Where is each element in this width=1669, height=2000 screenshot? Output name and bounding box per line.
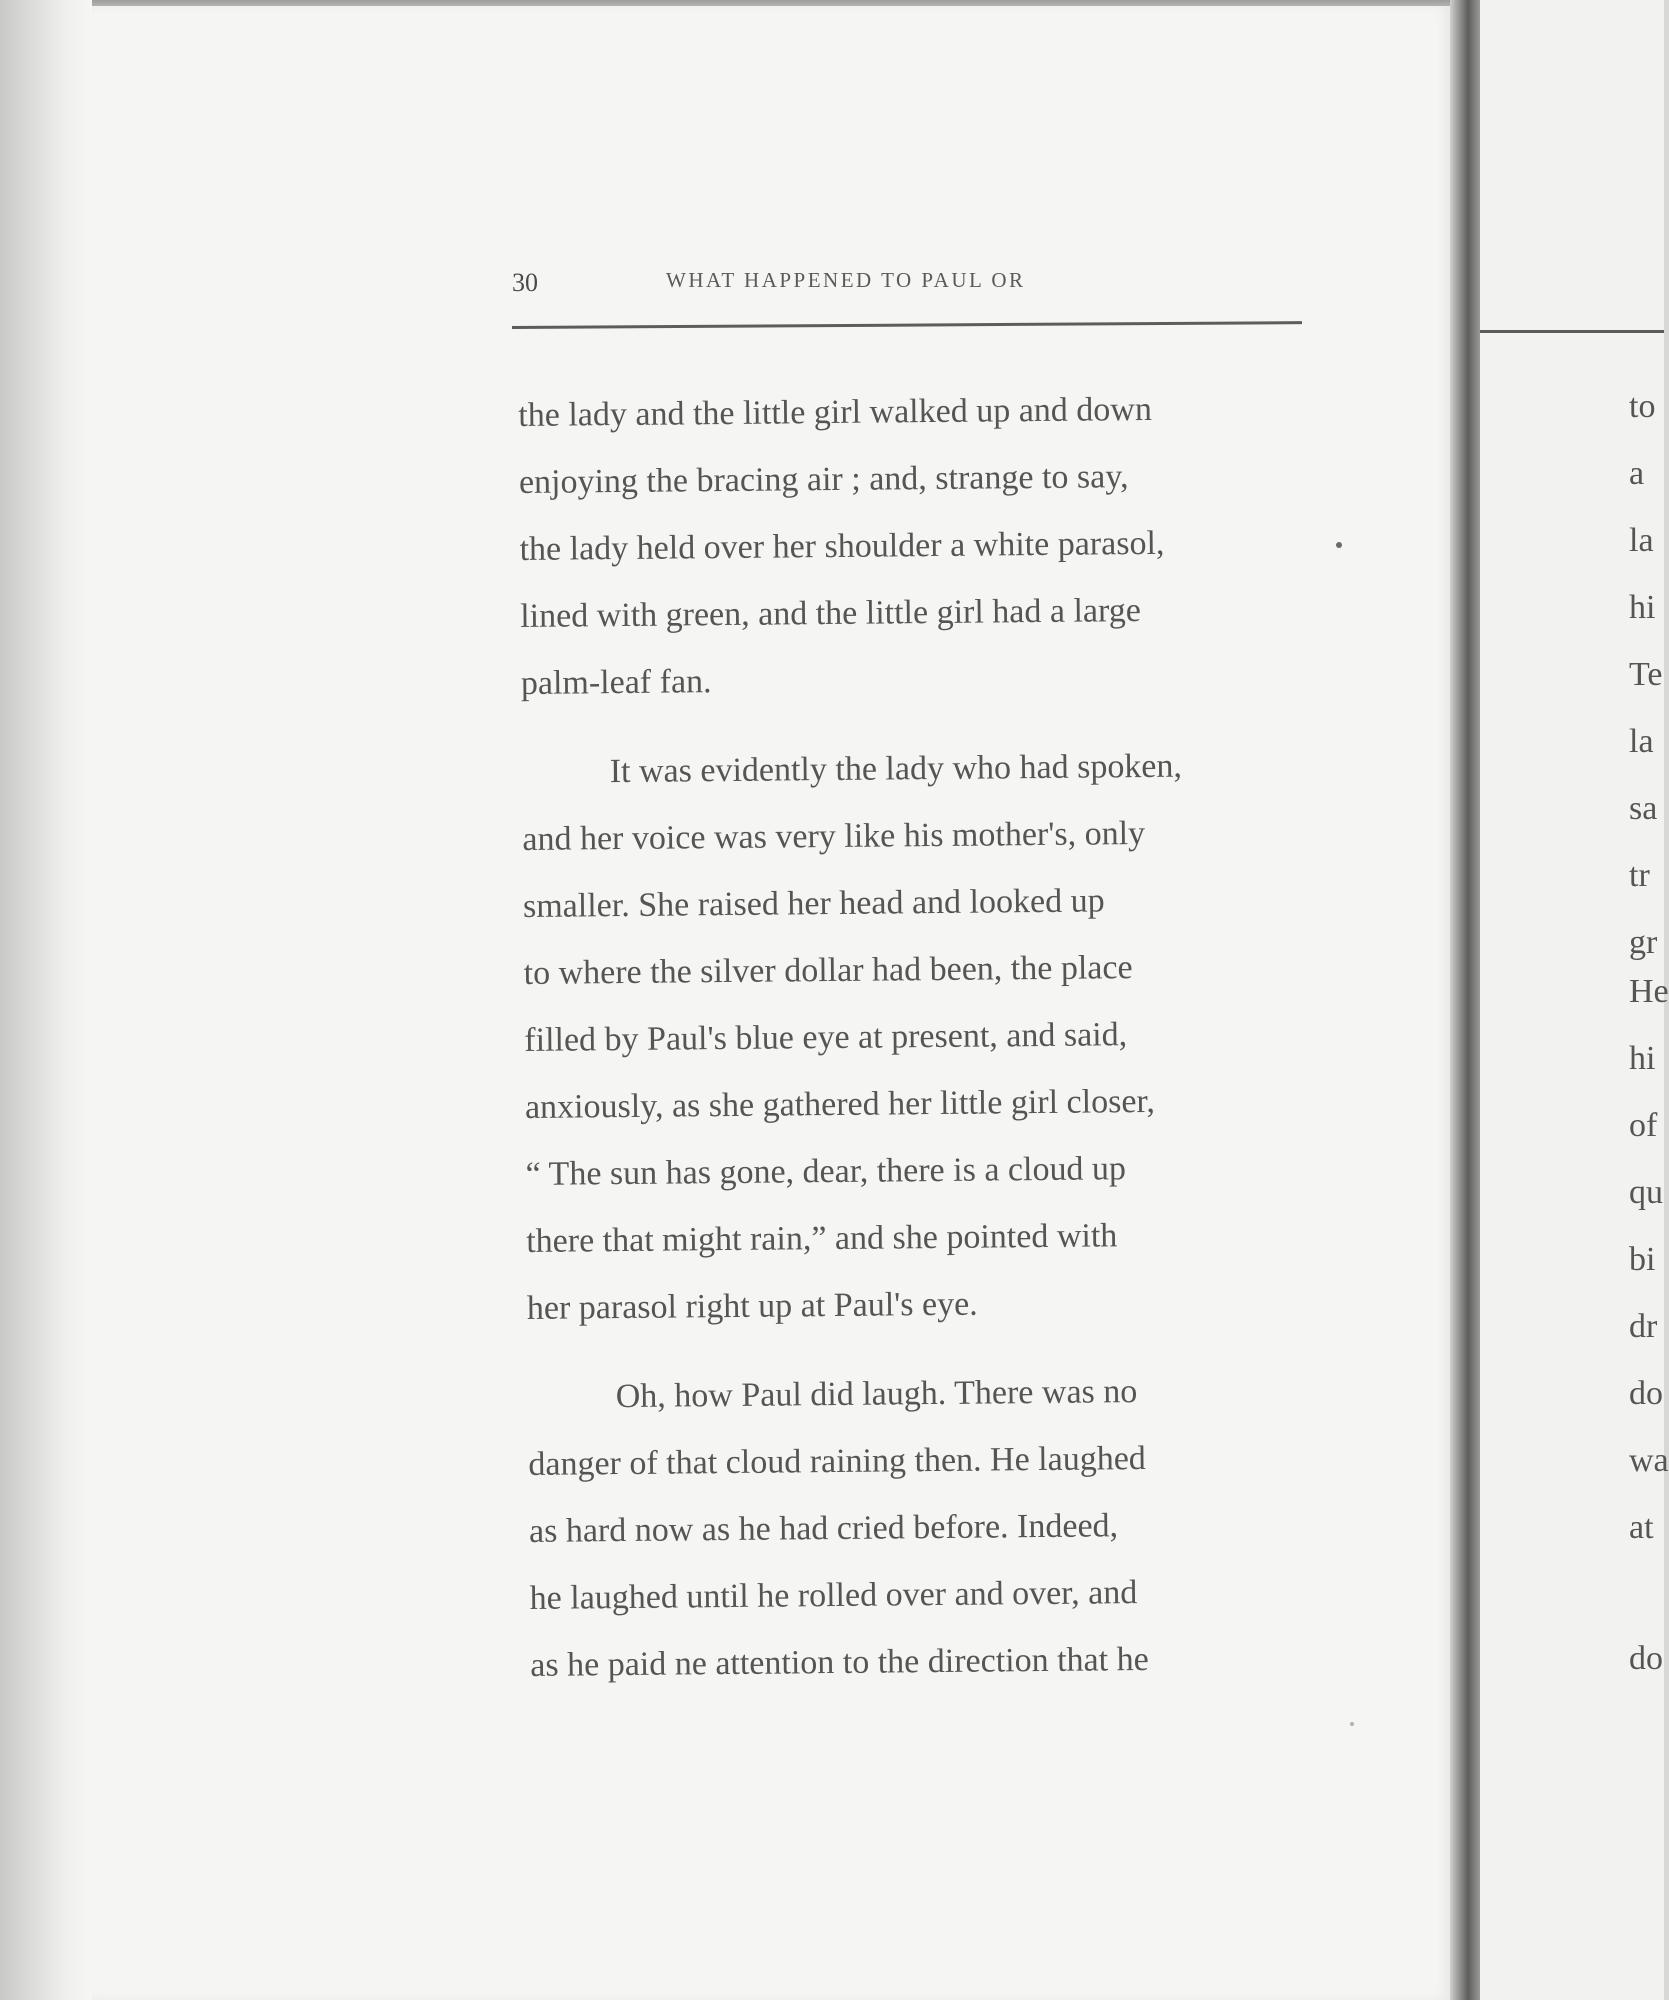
text-line: and her voice was very like his mother's, only (522, 815, 1146, 858)
scan-left-edge (0, 0, 92, 2000)
text-line: “ The sun has gone, dear, there is a cloud up (525, 1150, 1127, 1193)
facing-page-fragment: qu (1629, 1174, 1663, 1211)
facing-page-fragment: sa (1629, 790, 1658, 827)
text-line: danger of that cloud raining then. He laughed (528, 1440, 1147, 1483)
facing-page-fragment: to (1629, 388, 1656, 425)
facing-page-fragment: do (1629, 1640, 1663, 1677)
text-line: the lady and the little girl walked up and down (518, 390, 1153, 434)
text-line: her parasol right up at Paul's eye. (526, 1285, 978, 1327)
running-head: WHAT HAPPENED TO PAUL OR (666, 268, 1026, 292)
facing-page-fragment: dr (1629, 1308, 1658, 1345)
text-line: as he paid ne attention to the direction that he (530, 1641, 1149, 1684)
text-line: It was evidently the lady who had spoken, (609, 747, 1183, 791)
facing-page-fragment: tr (1629, 857, 1650, 894)
body-text (518, 374, 1361, 1699)
facing-page (1480, 0, 1669, 2000)
text-line: he laughed until he rolled over and over, and (529, 1574, 1138, 1617)
facing-page-fragment: at (1629, 1509, 1654, 1546)
facing-page-fragment: do (1629, 1375, 1663, 1412)
ink-speck (1336, 542, 1342, 548)
facing-page-fragment: wa (1629, 1442, 1669, 1479)
facing-page-fragment: bi (1629, 1241, 1656, 1278)
facing-page-fragment: la (1629, 723, 1654, 760)
paragraph (527, 1356, 1360, 1699)
text-line: to where the silver dollar had been, the place (523, 949, 1133, 992)
page-number: 30 (512, 268, 538, 297)
facing-page-fragment: Te (1629, 656, 1663, 693)
text-line: anxiously, as she gathered her little girl closer, (524, 1082, 1156, 1126)
page-header (512, 262, 1332, 302)
text-line: lined with green, and the little girl had a large (520, 592, 1142, 635)
facing-page-fragment: gr (1629, 924, 1658, 961)
text-line: Oh, how Paul did laugh. There was no (615, 1373, 1138, 1416)
text-line: palm-leaf fan. (520, 663, 712, 702)
text-line: the lady held over her shoulder a white parasol, (519, 524, 1165, 568)
text-line: enjoying the bracing air ; and, strange to say, (518, 458, 1129, 501)
facing-page-fragment: hi (1629, 1040, 1656, 1077)
ink-speck (1350, 1722, 1354, 1726)
facing-page-fragment: hi (1629, 589, 1656, 626)
text-line: there that might rain,” and she pointed with (526, 1217, 1118, 1260)
facing-page-fragment: la (1629, 522, 1654, 559)
facing-page-rule (1480, 330, 1664, 333)
book-gutter (1450, 0, 1480, 2000)
text-line: filled by Paul's blue eye at present, and said, (524, 1016, 1128, 1059)
paragraph (518, 374, 1351, 717)
text-line: as hard now as he had cried before. Indeed, (528, 1507, 1119, 1550)
facing-page-fragment: of (1629, 1107, 1658, 1144)
facing-page-fragment: He (1629, 973, 1669, 1010)
facing-page-fragment: a (1629, 455, 1645, 492)
text-line: smaller. She raised her head and looked up (522, 882, 1105, 925)
paragraph (521, 731, 1357, 1342)
